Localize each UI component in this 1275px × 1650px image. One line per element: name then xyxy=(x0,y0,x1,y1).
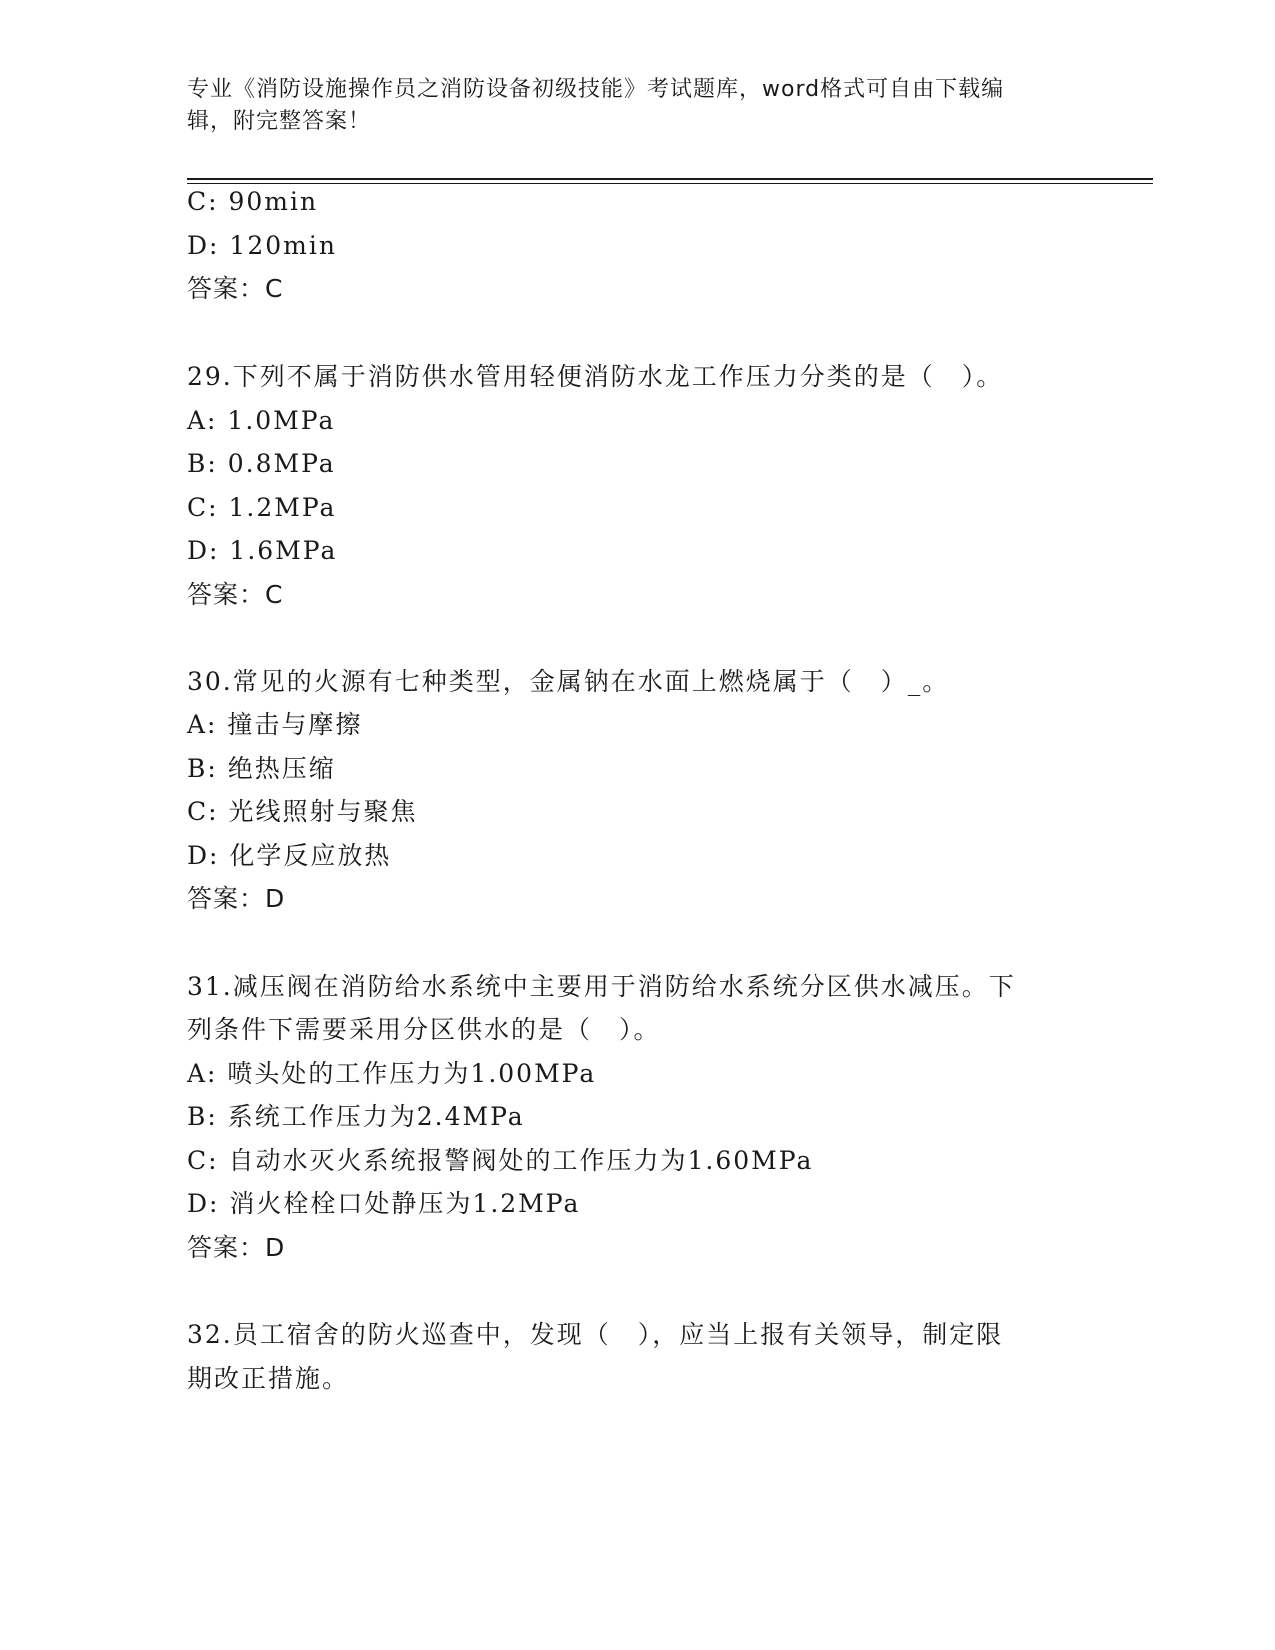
header-line-2: 辑，附完整答案！ xyxy=(187,109,372,134)
q30-option-c: C: 光线照射与聚焦 xyxy=(187,797,418,826)
q29-option-d: D: 1.6MPa xyxy=(187,536,338,565)
q30-answer: 答案：D xyxy=(187,884,286,913)
q28-option-d: D: 120min xyxy=(187,231,337,260)
q31-answer: 答案：D xyxy=(187,1233,286,1262)
q32-stem-line-2: 期改正措施。 xyxy=(187,1364,350,1393)
q30-option-b: B: 绝热压缩 xyxy=(187,754,336,783)
q31-stem-line-1: 31.减压阀在消防给水系统中主要用于消防给水系统分区供水减压。下 xyxy=(187,972,1016,1001)
q29-option-c: C: 1.2MPa xyxy=(187,493,337,522)
q30-option-d: D: 化学反应放热 xyxy=(187,841,392,870)
q30-stem: 30.常见的火源有七种类型，金属钠在水面上燃烧属于（ ）_。 xyxy=(187,667,950,696)
q29-answer: 答案：C xyxy=(187,580,284,609)
document-header xyxy=(187,74,1067,138)
q31-option-d: D: 消火栓栓口处静压为1.2MPa xyxy=(187,1189,581,1218)
q30-option-a: A: 撞击与摩擦 xyxy=(187,710,363,739)
header-line-1: 专业《消防设施操作员之消防设备初级技能》考试题库，word格式可自由下载编 xyxy=(187,77,1005,102)
q32-stem-line-1: 32.员工宿舍的防火巡查中，发现（ ），应当上报有关领导，制定限 xyxy=(187,1320,1004,1349)
q29-option-a: A: 1.0MPa xyxy=(187,406,336,435)
q28-answer: 答案：C xyxy=(187,274,284,303)
q31-option-c: C: 自动水灭火系统报警阀处的工作压力为1.60MPa xyxy=(187,1146,814,1175)
q29-option-b: B: 0.8MPa xyxy=(187,449,336,478)
q29-stem: 29.下列不属于消防供水管用轻便消防水龙工作压力分类的是（ ）。 xyxy=(187,362,1004,391)
q31-option-b: B: 系统工作压力为2.4MPa xyxy=(187,1102,525,1131)
header-rule-thin xyxy=(187,183,1153,184)
header-rule-thick xyxy=(187,178,1153,180)
q31-stem-line-2: 列条件下需要采用分区供水的是（ ）。 xyxy=(187,1015,661,1044)
q31-option-a: A: 喷头处的工作压力为1.00MPa xyxy=(187,1059,597,1088)
q28-option-c: C: 90min xyxy=(187,187,319,216)
